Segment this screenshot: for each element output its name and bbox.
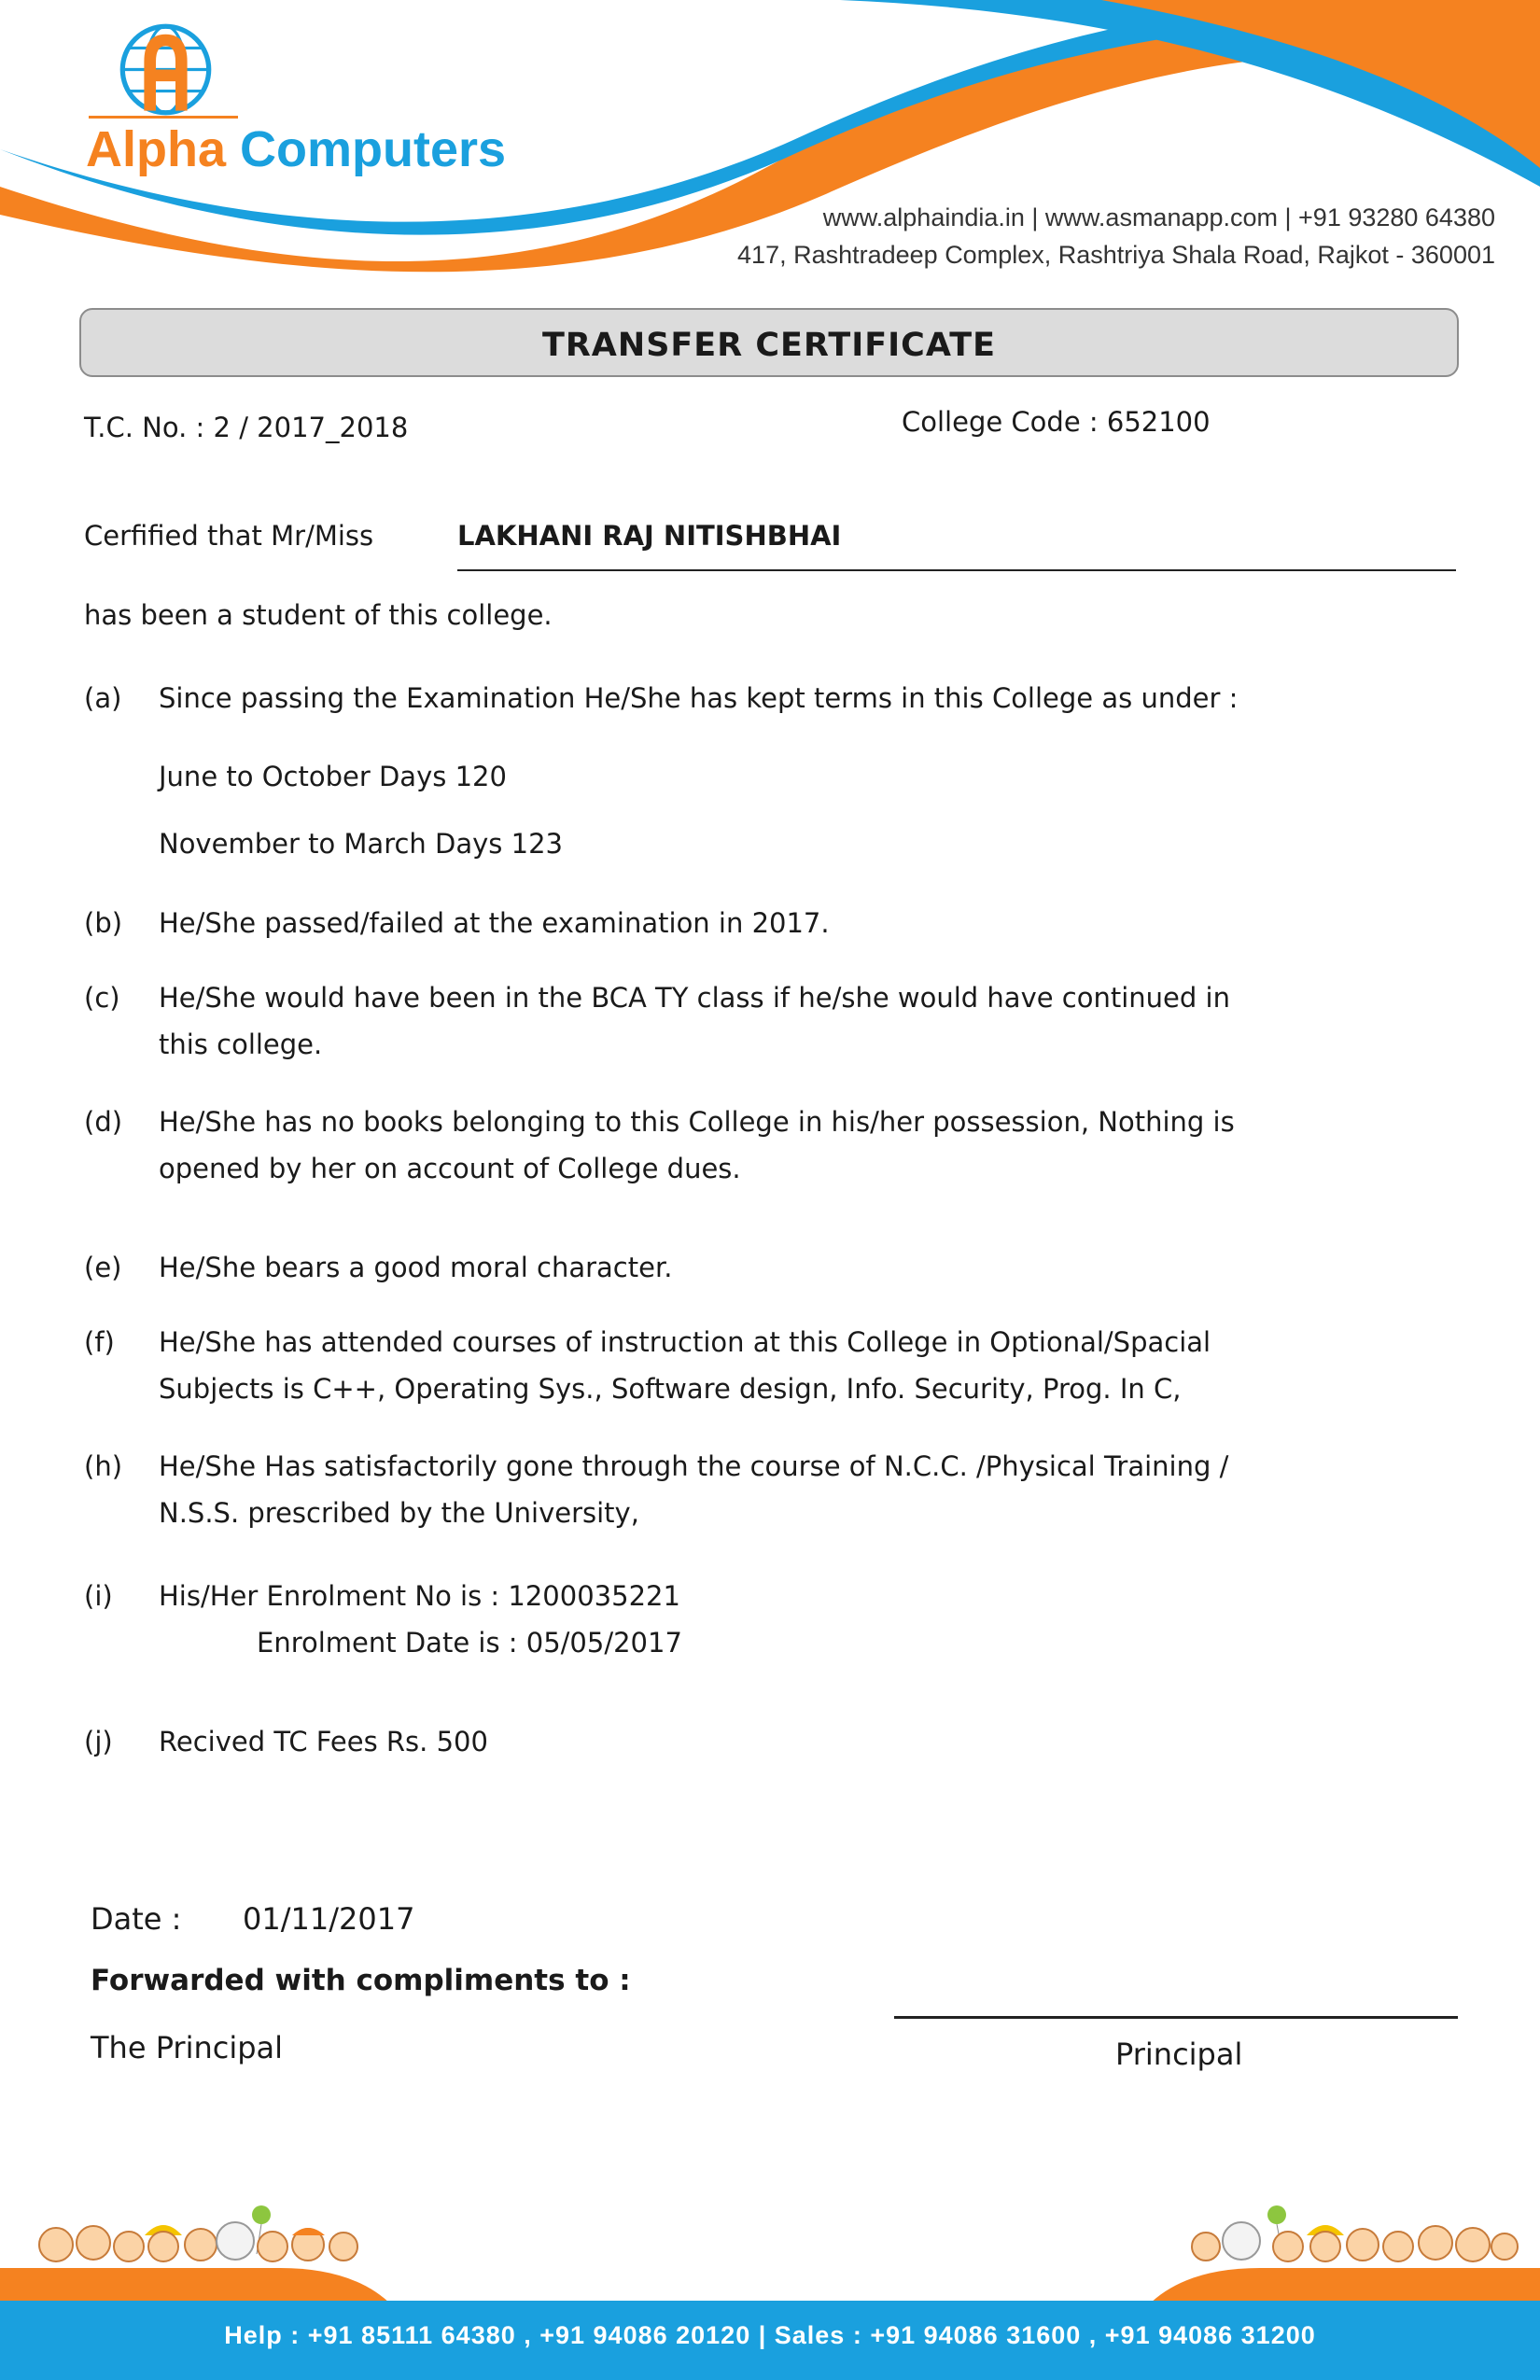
item-text-i-enrolment-no: His/Her Enrolment No is : 1200035221: [159, 1580, 680, 1612]
date-value: 01/11/2017: [243, 1901, 415, 1937]
item-label-h: (h): [84, 1450, 123, 1482]
item-text-c-line2: this college.: [159, 1029, 323, 1060]
title-box: [79, 308, 1459, 377]
item-text-november-march: November to March Days 123: [159, 828, 563, 860]
kids-cartoon-icon: [28, 2198, 364, 2268]
contact-line: www.alphaindia.in | www.asmanapp.com | +91 93280 64380: [822, 203, 1495, 231]
student-statement: has been a student of this college.: [84, 599, 553, 631]
certified-label: Cerfified that Mr/Miss: [84, 520, 374, 552]
item-text-h-line1: He/She Has satisfactorily gone through the course of N.C.C. /Physical Training /: [159, 1450, 1229, 1482]
item-label-i: (i): [84, 1580, 113, 1612]
item-text-d-line2: opened by her on account of College dues.: [159, 1153, 741, 1184]
item-text-i-enrolment-date: Enrolment Date is : 05/05/2017: [257, 1627, 682, 1659]
item-text-a: Since passing the Examination He/She has kept terms in this College as under :: [159, 682, 1239, 714]
page-title: TRANSFER CERTIFICATE: [541, 327, 996, 364]
item-label-j: (j): [84, 1726, 113, 1757]
signatory: Principal: [1115, 2037, 1243, 2072]
footer-contact: Help : +91 85111 64380 , +91 94086 20120 | Sales : +91 94086 31600 , +91 94086 31200: [224, 2321, 1316, 2349]
item-text-f-line2: Subjects is C++, Operating Sys., Software design, Info. Security, Prog. In C,: [159, 1373, 1182, 1405]
item-label-b: (b): [84, 907, 123, 939]
item-text-h-line2: N.S.S. prescribed by the University,: [159, 1497, 639, 1529]
item-label-d: (d): [84, 1106, 123, 1138]
item-label-f: (f): [84, 1326, 115, 1358]
kids-cartoon-icon: [1185, 2198, 1521, 2268]
date-label: Date :: [91, 1901, 182, 1937]
name-underline: [457, 569, 1456, 571]
item-text-b: He/She passed/failed at the examination in 2017.: [159, 907, 830, 939]
college-code: College Code : 652100: [902, 406, 1211, 438]
recipient: The Principal: [91, 2030, 284, 2065]
forwarded-label: Forwarded with compliments to :: [91, 1964, 631, 1997]
item-text-c-line1: He/She would have been in the BCA TY class if he/she would have continued in: [159, 982, 1230, 1014]
item-label-a: (a): [84, 682, 122, 714]
brand-name-part1: Alpha: [86, 121, 227, 177]
item-text-d-line1: He/She has no books belonging to this College in his/her possession, Nothing is: [159, 1106, 1235, 1138]
brand-name: [86, 119, 506, 179]
item-text-e: He/She bears a good moral character.: [159, 1252, 673, 1283]
footer-bar: [0, 2301, 1540, 2380]
tc-number: T.C. No. : 2 / 2017_2018: [84, 412, 409, 443]
logo-underline: [89, 116, 238, 119]
signature-line: [894, 2016, 1458, 2019]
item-text-june-october: June to October Days 120: [159, 761, 507, 792]
item-label-c: (c): [84, 982, 120, 1014]
item-text-f-line1: He/She has attended courses of instruction at this College in Optional/Spacial: [159, 1326, 1211, 1358]
globe-letter-a-icon: [117, 21, 215, 119]
item-text-j: Recived TC Fees Rs. 500: [159, 1726, 488, 1757]
item-label-e: (e): [84, 1252, 122, 1283]
brand-name-part2: Computers: [240, 121, 507, 177]
address-line: 417, Rashtradeep Complex, Rashtriya Shala Road, Rajkot - 360001: [737, 241, 1495, 269]
student-name: LAKHANI RAJ NITISHBHAI: [457, 520, 842, 552]
